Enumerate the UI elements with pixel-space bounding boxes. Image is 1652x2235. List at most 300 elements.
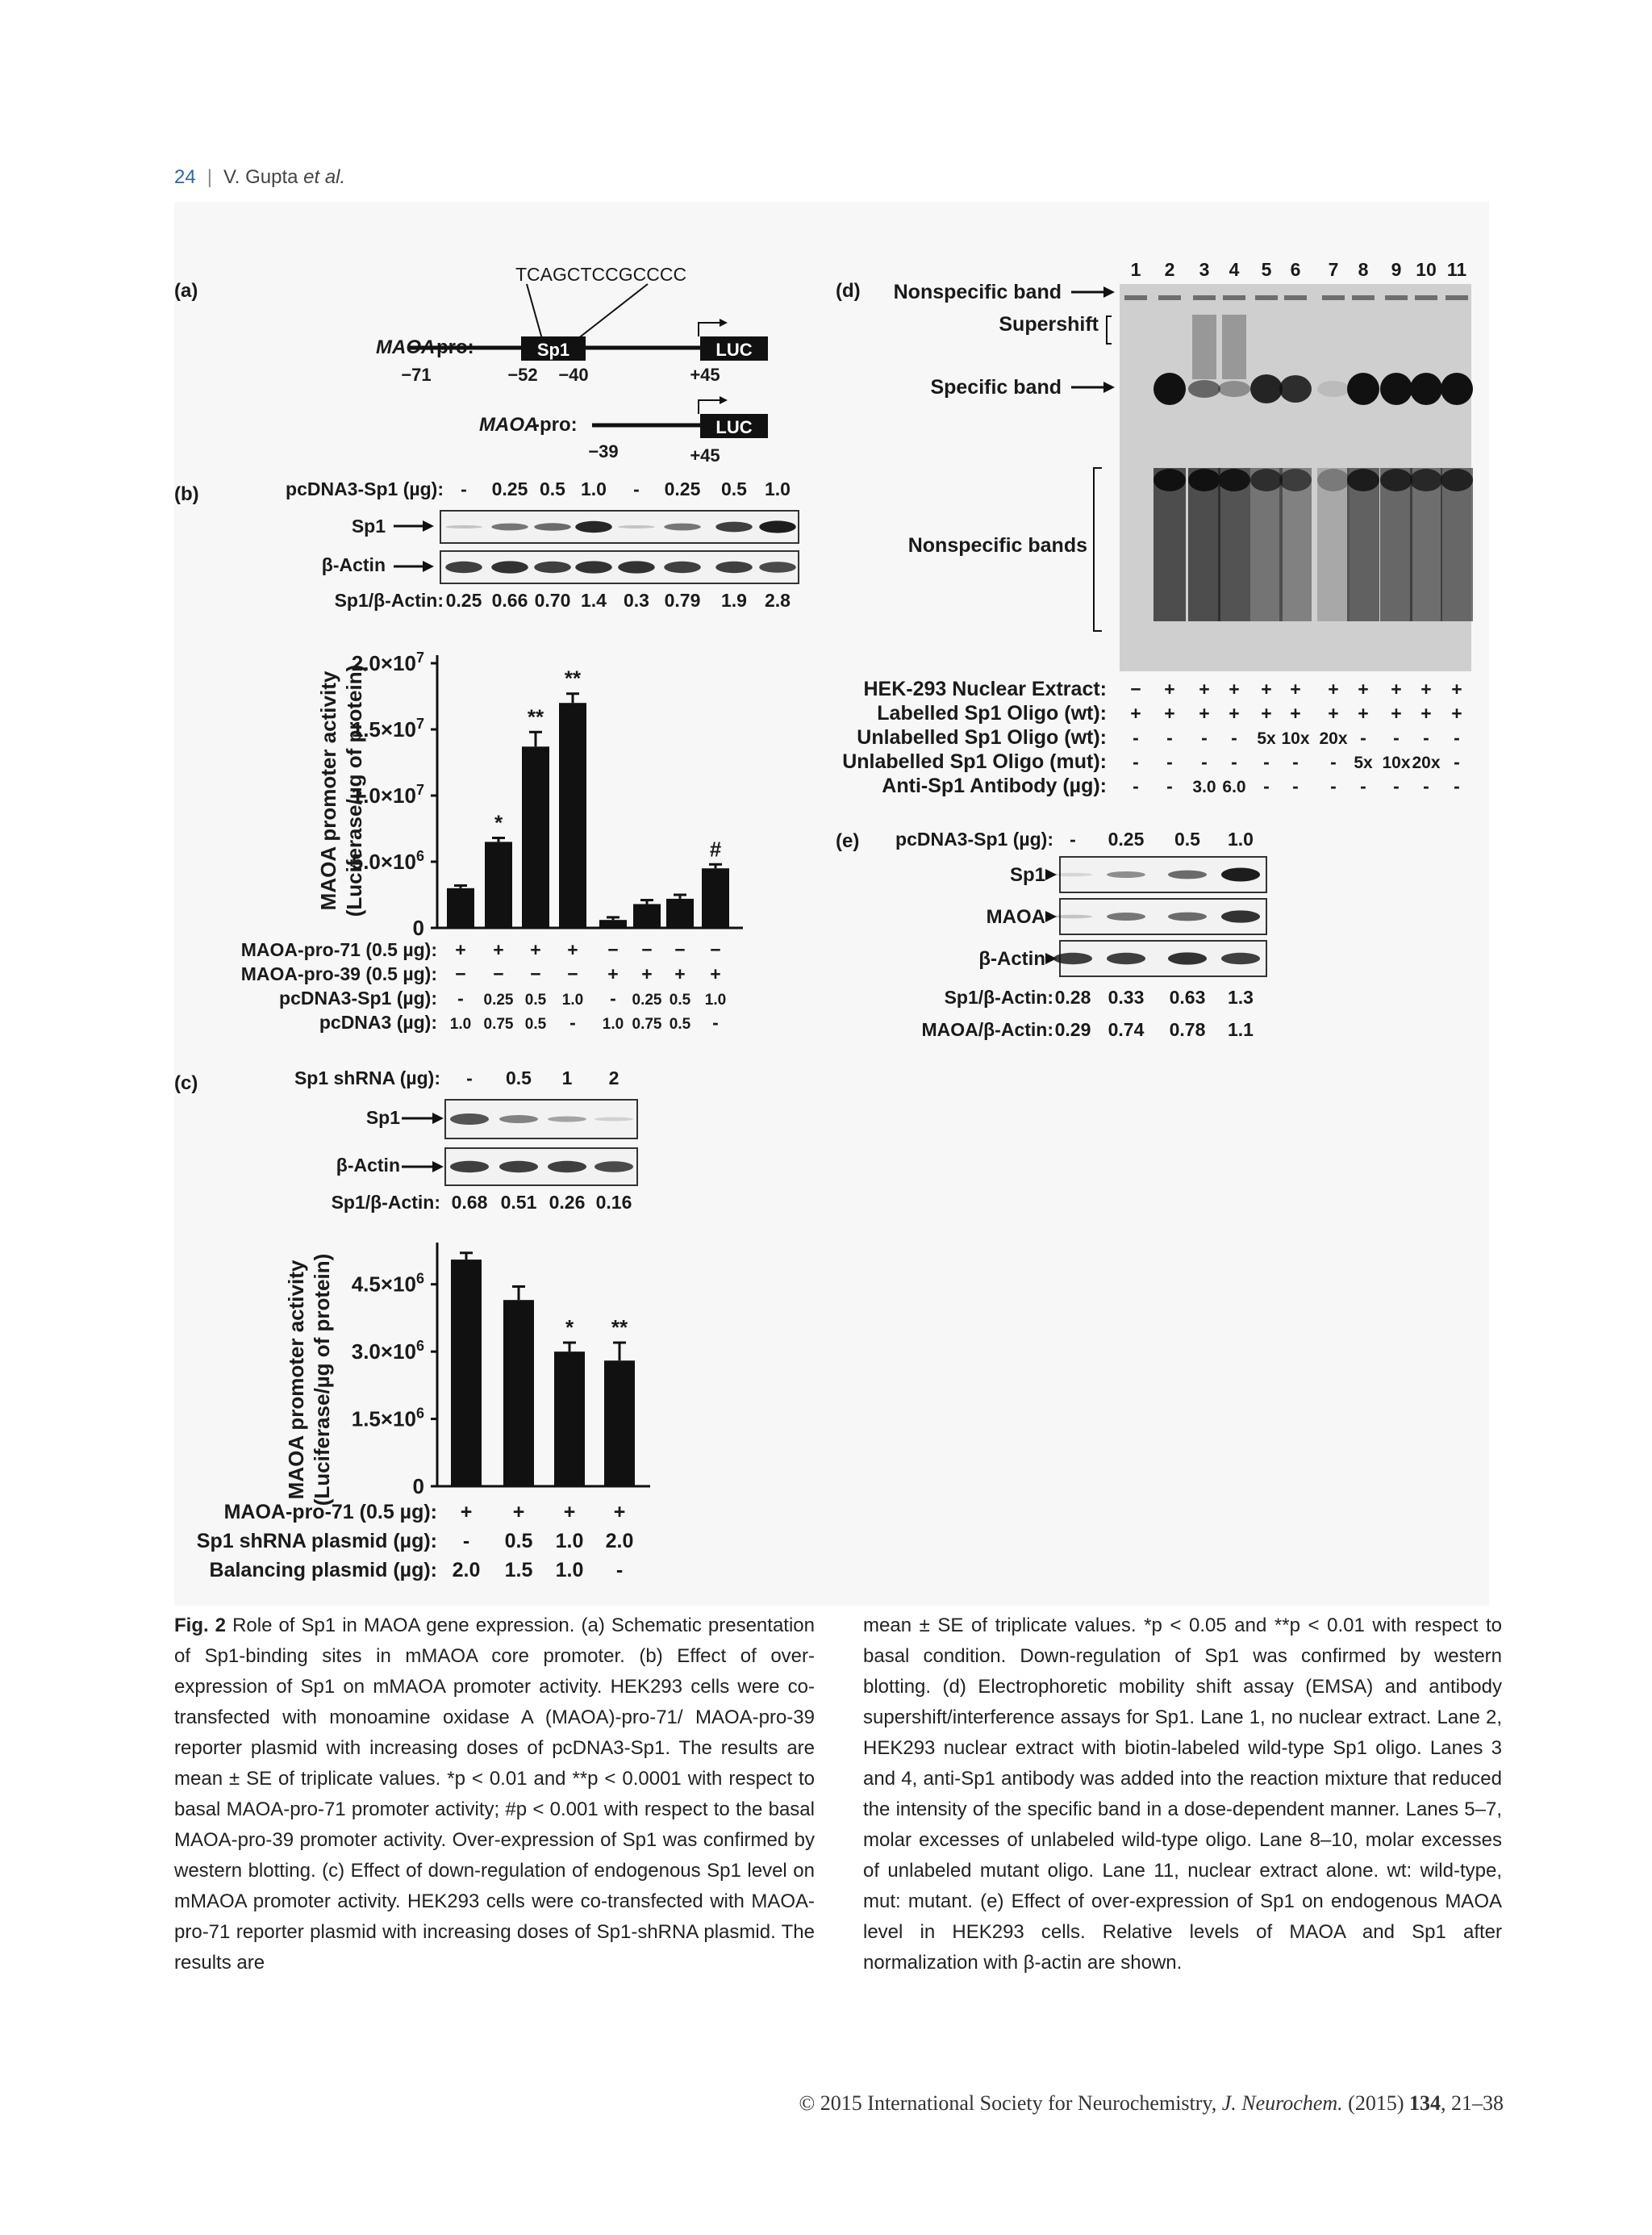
chart-b-condition-value: + [455,939,466,960]
chart-b-condition-value: − [674,939,686,960]
chart-b-bar [599,920,627,928]
emsa-condition-value: - [1201,727,1208,748]
emsa-top-band [1415,295,1437,300]
chart-b-condition-label: pcDNA3-Sp1 (µg): [279,988,437,1009]
tss-arrow-2 [699,400,723,414]
chart-c-condition-value: 1.0 [555,1530,584,1552]
chart-b-bar [666,899,694,928]
blot-b-lane-label: 0.5 [540,478,565,499]
emsa-top-band [1446,295,1468,300]
blot-c-sp1-strip-band [450,1113,489,1125]
emsa-condition-value: 5x [1257,729,1276,748]
journal-year: (2015) [1348,2091,1404,2115]
blot-b-sp1-arrow-head [423,520,434,532]
emsa-condition-value: - [1454,775,1460,796]
emsa-nonspecific-band [1153,469,1186,491]
emsa-condition-value: + [1261,679,1272,700]
chart-c-condition-value: 1.5 [504,1559,533,1581]
emsa-lane-number: 11 [1446,259,1467,280]
position-minus71: −71 [401,365,432,385]
chart-b-tick-label: $2.0\times 10^7$ [351,650,424,675]
chart-b-significance: ** [527,704,544,729]
chart-b-tick-label: $1.5\times 10^7$ [351,716,424,742]
blot-e-lane-label: 1.0 [1228,829,1254,850]
emsa-condition-value: - [1423,727,1429,748]
emsa-condition-value: 3.0 [1192,778,1216,796]
blot-b-actin-strip-band [618,561,655,573]
fig-label: Fig. 2 [174,1615,227,1636]
blot-e-lane-label: 0.25 [1108,829,1145,850]
blot-c-lane-label: 2 [608,1067,620,1088]
emsa-top-band [1284,295,1307,300]
chart-b-condition-label: MAOA-pro-71 (0.5 µg): [240,939,437,960]
sp1-sequence: TCAGCTCCGCCCC [515,264,687,285]
blot-b-ratio-value: 1.9 [721,590,747,611]
label-nonspecific-band: Nonspecific band [893,281,1062,303]
blot-b-lane-label: 0.25 [491,478,528,499]
emsa-top-band [1352,295,1375,300]
chart-b-condition-value: − [530,963,541,984]
emsa-condition-value: + [1229,703,1240,724]
blot-b-ratio-value: 1.4 [581,590,607,611]
chart-b-bar [633,904,661,928]
emsa-condition-value: + [1391,703,1402,724]
emsa-condition-value: + [1290,679,1301,700]
journal-name: J. Neurochem. [1221,2091,1343,2115]
emsa-condition-value: - [1360,727,1366,748]
blot-e-ratio-value: 0.28 [1054,987,1091,1008]
chart-c-condition-label: MAOA-pro-71 (0.5 µg): [223,1501,437,1523]
chart-b-condition-value: 1.0 [602,1016,624,1033]
emsa-condition-label: Unlabelled Sp1 Oligo (wt): [857,726,1107,749]
construct1-suffix: -pro: [430,336,474,358]
chart-b-bar [485,842,512,928]
emsa-nonspecific-band [1380,469,1412,491]
blot-e-ratio-value: 0.33 [1108,987,1145,1008]
chart-c-bar [604,1360,635,1486]
blot-e-strip-band [1107,953,1145,964]
chart-b-bar [447,888,474,928]
emsa-nonspecific-band [1441,469,1473,491]
emsa-condition-value: + [1229,679,1240,700]
blot-c-lane-label: 1 [561,1067,573,1088]
tss-arrow-1 [699,323,723,336]
chart-c-condition-label: Balancing plasmid (µg): [209,1559,437,1581]
chart-b-condition-value: 0.5 [669,1016,691,1033]
emsa-condition-label: Anti-Sp1 Antibody (µg): [882,775,1107,797]
chart-c-ylabel-1: MAOA promoter activity [284,1260,308,1500]
label-nonspecific-bands: Nonspecific bands [907,534,1087,557]
blot-b-sp1-strip-band [715,522,753,533]
blot-b-ratio-value: 0.3 [624,590,649,611]
chart-c-condition-value: + [512,1501,525,1523]
position-minus52: −52 [507,365,538,385]
blot-b-sp1-strip-band [534,523,571,531]
chart-c-significance: * [565,1315,574,1340]
chart-b-condition-value: 0.5 [524,1016,547,1033]
emsa-condition-value: - [1393,775,1400,796]
blot-e-ratio-value: 1.1 [1228,1019,1254,1040]
blot-b-actin-strip-band [715,562,753,573]
emsa-lane-number: 3 [1199,259,1210,280]
emsa-condition-value: - [1330,751,1337,772]
emsa-specific-band [1347,373,1379,405]
journal-pages: , 21–38 [1441,2091,1504,2115]
blot-c-ratio-value: 0.26 [549,1192,586,1213]
emsa-condition-value: - [1133,727,1139,748]
sequence-pointer-left [527,284,542,339]
chart-b-condition-value: - [457,988,464,1009]
emsa-condition-value: 10x [1281,729,1310,748]
chart-b-condition-value: − [641,939,653,960]
emsa-top-band [1322,295,1345,300]
blot-e-lane-label: 0.5 [1174,829,1200,850]
chart-b-condition-value: − [710,939,721,960]
chart-b-condition-value: 0.75 [483,1016,514,1033]
journal-volume: 134 [1409,2091,1441,2115]
construct2-suffix: -pro: [533,414,578,436]
position-minus39: −39 [588,441,619,462]
chart-b-condition-value: + [641,963,653,984]
blot-c-actin-strip-band [450,1161,489,1172]
emsa-condition-value: - [1166,727,1173,748]
caption-left-text: Role of Sp1 in MAOA gene expression. (a) Schematic presentation of Sp1-binding sites in mMAOA core promoter. (b) Effect of over-expression of Sp1 on mMAOA promoter activity. HEK293 cells were co-transfected with monoamine oxidase A (MAOA)-pro-71/ MAOA-pro-39 reporter plasmid with increasing doses of pcDNA3-Sp1. The results are mean ± SE of triplicate values. *p < 0.01 and **p < 0.0001 with respect to basal MAOA-pro-71 promoter activity; #p < 0.001 with respect to the basal MAOA-pro-39 promoter activity. Over-expression of Sp1 was confirmed by western blotting. (c) Effect of down-regulation of endogenous Sp1 level on mMAOA promoter activity. HEK293 cells were co-transfected with MAOA-pro-71 reporter plasmid with increasing doses of Sp1-shRNA plasmid. The results are [174,1615,815,1974]
blot-e-ratio-label: MAOA/β-Actin: [921,1019,1053,1040]
emsa-condition-value: + [1328,703,1339,724]
arrow-specific-band-head [1103,382,1115,393]
emsa-nonspecific-band [1347,469,1379,491]
emsa-supershift-smear [1192,315,1216,379]
chart-c-ylabel-2: (Luciferase/µg of protein) [310,1253,334,1506]
chart-c-tick-label: $4.5\times 10^6$ [351,1270,424,1297]
label-specific-band: Specific band [930,376,1062,399]
chart-c-bar [554,1351,585,1486]
blot-b-sp1-strip-band [575,521,612,533]
page-number: 24 [174,166,196,188]
chart-c-condition-value: - [615,1559,624,1581]
tss-arrow-head-2 [720,396,728,404]
chart-b-condition-value: 0.5 [524,992,547,1009]
emsa-condition-value: - [1330,775,1337,796]
blot-b-ratio-value: 0.70 [534,590,571,611]
emsa-condition-value: - [1454,751,1460,772]
chart-c-condition-value: + [460,1501,473,1523]
blot-b-actin-strip-band [759,562,796,573]
et-al: et al. [303,166,346,188]
chart-c-condition-value: - [462,1530,470,1552]
chart-b-condition-label: pcDNA3 (µg): [319,1012,437,1033]
emsa-nonspecific-band [1317,469,1350,491]
blot-e-row-label: β-Actin [978,948,1045,970]
chart-b-condition-value: − [567,963,578,984]
blot-e-header-label: pcDNA3-Sp1 (µg): [895,829,1053,850]
emsa-condition-value: - [1263,751,1270,772]
emsa-condition-value: - [1454,727,1460,748]
emsa-condition-value: + [1420,703,1432,724]
chart-b-condition-value: + [607,963,619,984]
chart-b-condition-value: + [674,963,686,984]
emsa-top-band [1223,295,1245,300]
blot-c-actin-arrow-head [432,1161,444,1172]
copyright: © 2015 International Society for Neurochemistry, [799,2091,1217,2115]
blot-b-lane-label: 0.25 [664,478,701,499]
position-plus45: +45 [690,365,720,385]
chart-b-condition-value: + [567,939,578,960]
emsa-condition-value: + [1451,679,1462,700]
luc-label-1: LUC [715,340,753,360]
construct1-name: MAOA [376,336,436,358]
emsa-lane-number: 1 [1130,259,1141,280]
caption-left [174,1610,815,1978]
chart-b-significance: # [709,837,722,862]
blot-b-row-sp1: Sp1 [351,516,386,537]
blot-b-sp1-strip-band [759,520,796,533]
blot-e-strip-band [1107,913,1145,921]
panel-label-d: (d) [836,280,861,302]
emsa-condition-value: − [1130,679,1141,700]
blot-e-lane-label: - [1070,829,1076,850]
blot-e-ratio-label: Sp1/β-Actin: [944,987,1053,1008]
blot-b-actin-strip-band [445,562,482,573]
chart-c-tick-label: $3.0\times 10^6$ [351,1338,424,1364]
blot-b-row-actin: β-Actin [321,554,386,575]
emsa-specific-band [1410,373,1442,405]
chart-b-condition-value: - [569,1012,576,1033]
emsa-condition-value: + [1290,703,1301,724]
chart-c-condition-value: 2.0 [605,1530,634,1552]
emsa-condition-value: - [1231,727,1237,748]
emsa-condition-value: - [1292,751,1299,772]
emsa-condition-label: HEK-293 Nuclear Extract: [863,678,1107,700]
blot-e-strip-band [1221,910,1260,922]
blot-b-sp1-strip-band [445,525,482,528]
blot-c-actin-strip-band [548,1161,586,1172]
blot-e-ratio-value: 0.74 [1108,1019,1145,1040]
blot-b-ratio-value: 0.79 [664,590,701,611]
chart-b-condition-value: - [712,1012,719,1033]
emsa-condition-value: 20x [1412,754,1441,772]
chart-b-condition-value: 0.25 [632,992,662,1009]
blot-b-lane-label: - [633,478,640,499]
blot-b-sp1-strip-band [664,524,701,531]
sp1-box-label: Sp1 [536,340,570,360]
emsa-condition-value: + [1199,679,1210,700]
chart-b-condition-value: 0.25 [483,992,514,1009]
emsa-specific-band [1279,375,1312,403]
blot-b-sp1-strip-band [618,525,655,528]
emsa-condition-value: - [1133,751,1139,772]
emsa-top-band [1385,295,1408,300]
blot-b-actin-arrow-head [423,561,434,572]
footer [742,2091,1504,2116]
emsa-condition-value: + [1130,703,1141,724]
blot-b-lane-label: 1.0 [581,478,607,499]
chart-b-significance: * [494,810,503,835]
blot-e-strip-band [1053,873,1092,877]
emsa-condition-label: Unlabelled Sp1 Oligo (mut): [842,750,1107,773]
chart-b-condition-value: − [455,963,466,984]
emsa-specific-band [1188,380,1220,398]
emsa-condition-value: + [1420,679,1432,700]
chart-b-tick-label: $1.0\times 10^7$ [351,782,424,808]
chart-b-condition-value: − [607,939,619,960]
blot-c-actin-strip-band [499,1161,538,1172]
chart-b-ylabel-2: (Luciferase/µg of protein) [342,664,366,917]
blot-b-lane-label: 0.5 [721,478,747,499]
bracket-nonspecific-bands [1094,468,1102,631]
construct2-name: MAOA [479,414,539,436]
chart-b-condition-label: MAOA-pro-39 (0.5 µg): [240,963,437,984]
blot-e-strip-band [1053,915,1092,919]
chart-b-condition-value: 0.5 [669,992,691,1009]
chart-b-condition-value: + [493,939,504,960]
emsa-condition-value: + [1199,703,1210,724]
blot-c-row-actin: β-Actin [336,1155,400,1176]
chart-b-condition-value: + [530,939,541,960]
blot-b-actin-strip-band [664,562,701,573]
blot-b-lane-label: - [461,478,467,499]
chart-b-condition-value: 1.0 [561,992,584,1009]
chart-b-condition-value: + [710,963,721,984]
chart-c-bar [503,1300,534,1486]
blot-e-ratio-value: 0.63 [1169,987,1206,1008]
blot-c-row-sp1: Sp1 [365,1107,400,1128]
arrow-nonspecific-band-head [1103,286,1115,298]
emsa-condition-value: - [1263,775,1270,796]
emsa-condition-value: + [1358,703,1369,724]
figure-canvas [174,202,1489,1606]
figure-2 [174,202,1489,1606]
emsa-condition-value: 5x [1354,754,1373,772]
emsa-condition-value: - [1292,775,1299,796]
chart-c-tick-label: $1.5\times 10^6$ [351,1405,424,1431]
blot-e-row-label: MAOA [986,906,1045,928]
emsa-supershift-smear [1222,315,1246,379]
blot-b-lane-label: 1.0 [765,478,791,499]
blot-c-sp1-arrow-head [432,1113,444,1124]
emsa-condition-value: + [1358,679,1369,700]
tss-arrow-head-1 [720,319,728,327]
emsa-condition-value: - [1231,751,1237,772]
bracket-supershift [1107,316,1112,344]
emsa-condition-value: - [1201,751,1208,772]
emsa-top-band [1124,295,1147,300]
emsa-specific-band [1441,373,1473,405]
blot-b-ratio-value: 0.25 [445,590,482,611]
emsa-nonspecific-band [1218,469,1250,491]
emsa-condition-label: Labelled Sp1 Oligo (wt): [877,702,1107,725]
chart-b-tick-label: $5.0\times 10^6$ [351,848,424,874]
emsa-condition-value: - [1423,775,1429,796]
chart-c-condition-value: 2.0 [452,1559,481,1581]
author: V. Gupta [223,166,298,188]
blot-b-sp1-strip-band [491,524,528,531]
blot-e-ratio-value: 1.3 [1228,987,1254,1008]
blot-c-sp1-strip-band [499,1115,538,1123]
chart-b-bar [702,868,729,928]
chart-b-condition-value: 0.75 [632,1016,662,1033]
chart-b-bar [522,746,549,928]
emsa-lane-number: 4 [1229,259,1240,280]
emsa-condition-value: - [1360,775,1366,796]
chart-c-condition-value: 1.0 [555,1559,584,1581]
panel-label-c: (c) [174,1072,198,1094]
emsa-lane-number: 6 [1290,259,1301,280]
chart-c-condition-value: 0.5 [504,1530,533,1552]
blot-c-sp1-strip-band [594,1118,633,1122]
blot-e-strip-band [1168,913,1207,921]
blot-c-sp1-strip-band [548,1117,586,1122]
page-header: 24 | V. Gupta et al. [174,166,346,188]
chart-c-significance: ** [611,1315,628,1340]
emsa-top-band [1255,295,1278,300]
blot-e-strip-band [1168,871,1207,879]
blot-e-strip-band [1221,867,1260,881]
blot-c-lane-label: 0.5 [506,1067,532,1088]
emsa-condition-value: + [1328,679,1339,700]
blot-c-lane-label: - [466,1067,473,1088]
emsa-top-band [1158,295,1181,300]
blot-b-actin-strip-band [575,561,612,573]
blot-b-actin-strip-band [491,561,528,573]
blot-e-row-label: Sp1 [1009,864,1045,886]
chart-b-significance: ** [564,666,582,691]
blot-b-ratio-value: 0.66 [491,590,528,611]
chart-c-condition-value: + [563,1501,576,1523]
emsa-lane-number: 5 [1261,259,1272,280]
position-plus45-2: +45 [690,445,720,466]
blot-e-strip-band [1221,953,1260,964]
chart-b-condition-value: − [493,963,504,984]
blot-c-header-label: Sp1 shRNA (µg): [294,1067,440,1088]
emsa-lane-number: 8 [1358,259,1369,280]
luc-label-2: LUC [715,417,753,437]
emsa-nonspecific-band [1250,469,1283,491]
emsa-condition-value: + [1164,679,1175,700]
blot-e-strip-band [1168,952,1207,964]
chart-b-condition-value: 1.0 [449,1016,472,1033]
emsa-lane-number: 7 [1328,259,1339,280]
panel-label-e: (e) [836,830,860,852]
blot-b-header-label: pcDNA3-Sp1 (µg): [286,478,444,499]
emsa-specific-band [1218,381,1250,397]
blot-e-strip-band [1053,953,1092,964]
emsa-lane-number: 2 [1164,259,1175,280]
blot-e-ratio-value: 0.29 [1054,1019,1091,1040]
chart-c-condition-label: Sp1 shRNA plasmid (µg): [196,1530,437,1552]
emsa-nonspecific-band [1279,469,1312,491]
emsa-top-band [1193,295,1216,300]
blot-c-ratio-label: Sp1/β-Actin: [331,1192,440,1213]
panel-label-b: (b) [174,483,199,505]
chart-c-bar [451,1260,482,1486]
emsa-condition-value: - [1166,775,1173,796]
chart-b-condition-value: 1.0 [704,992,727,1009]
blot-b-actin-strip-band [534,562,571,573]
blot-c-actin-strip-band [594,1161,633,1172]
chart-b-ylabel-1: MAOA promoter activity [316,670,340,911]
emsa-specific-band [1250,374,1283,403]
chart-b-condition-value: - [610,988,616,1009]
emsa-nonspecific-band [1410,469,1442,491]
blot-c-ratio-value: 0.16 [595,1192,632,1213]
blot-c-ratio-value: 0.51 [500,1192,537,1213]
blot-e-strip-band [1107,871,1145,878]
caption-right: mean ± SE of triplicate values. *p < 0.05 and **p < 0.01 with respect to basal condition. Down-regulation of Sp1 was confirmed by western blotting. (d) Electrophoretic mobility shift assay (EMSA) and antibody supershift/interference assays for Sp1. Lane 1, no nuclear extract. Lane 2, HEK293 nuclear extract with biotin-labeled wild-type Sp1 oligo. Lanes 3 and 4, anti-Sp1 antibody was added into the reaction mixture that reduced the intensity of the specific band in a dose-dependent manner. Lanes 5–7, molar excesses of unlabeled wild-type oligo. Lane 8–10, molar excesses of unlabeled mutant oligo. Lane 11, nuclear extract alone. wt: wild-type, mut: mutant. (e) Effect of over-expression of Sp1 on endogenous MAOA level in HEK293 cells. Relative levels of MAOA and Sp1 after normalization with β-actin are shown. [863,1615,1502,1974]
chart-c-tick-label: 0 [412,1474,424,1498]
emsa-condition-value: + [1451,703,1462,724]
blot-b-ratio-label: Sp1/β-Actin: [334,590,444,611]
